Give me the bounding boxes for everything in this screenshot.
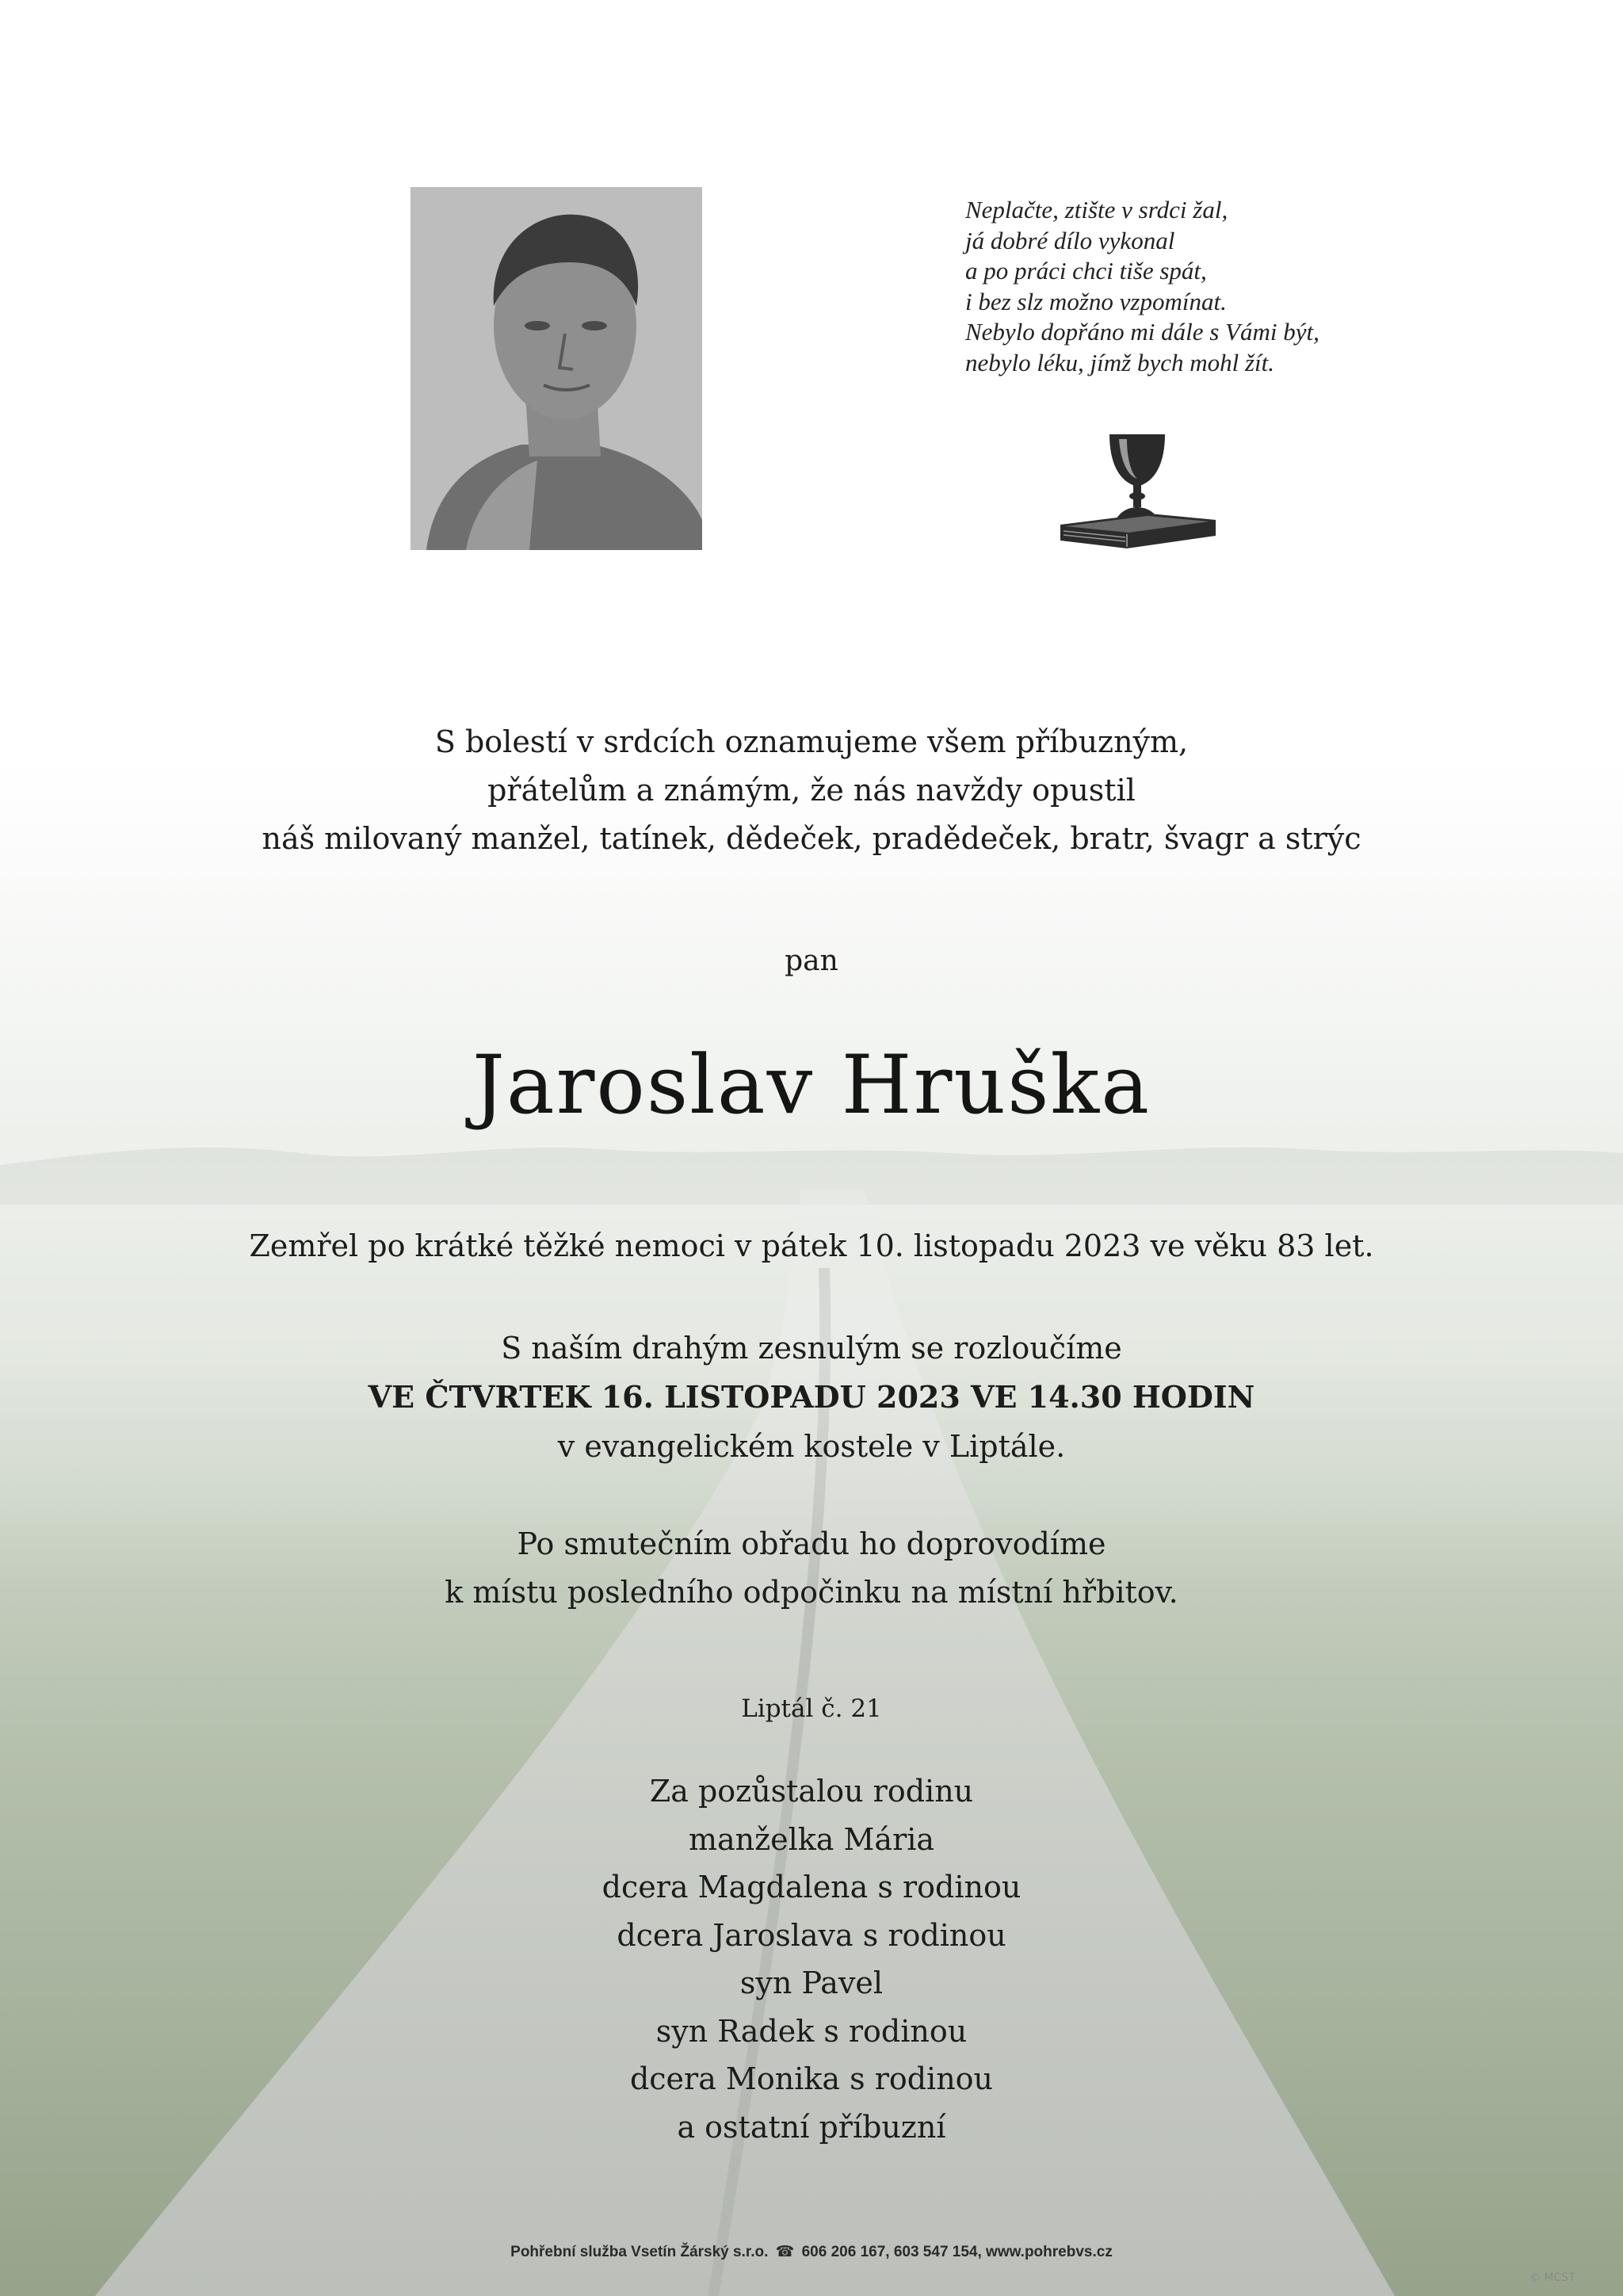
intro-line: přátelům a známým, že nás navždy opustil [487, 773, 1136, 808]
poem-line: Neplačte, ztište v srdci žal, [965, 196, 1228, 223]
funeral-contact: 606 206 167, 603 547 154, www.pohrebvs.cz [801, 2244, 1113, 2260]
honorific: pan [785, 945, 838, 977]
poem-line: a po práci chci tiše spát, [965, 257, 1207, 285]
announcement-intro [0, 718, 1623, 863]
ceremony-place: v evangelickém kostele v Liptále. [557, 1429, 1066, 1464]
poem-line: Nebylo dopřáno mi dále s Vámi být, [965, 318, 1319, 346]
poem-line: i bez slz možno vzpomínat. [965, 287, 1227, 315]
death-notice: Zemřel po krátké těžké nemoci v pátek 10. listopadu 2023 ve věku 83 let. [249, 1228, 1374, 1263]
memorial-poem [965, 195, 1409, 378]
family-line: dcera Monika s rodinou [629, 2061, 994, 2096]
copyright-watermark: © MCST [1529, 2271, 1575, 2284]
burial-notice [0, 1520, 1623, 1617]
ceremony-date: VE ČTVRTEK 16. LISTOPADU 2023 VE 14.30 HODIN [368, 1379, 1255, 1415]
telephone-icon: ☎ [775, 2244, 795, 2260]
funeral-ceremony [0, 1324, 1623, 1471]
family-line: Za pozůstalou rodinu [649, 1774, 974, 1809]
family-line: manželka Mária [688, 1821, 935, 1857]
family-line: a ostatní příbuzní [677, 2109, 946, 2145]
family-line: syn Radek s rodinou [655, 2013, 968, 2049]
funeral-service-footer [0, 2243, 1623, 2261]
burial-line: k místu posledního odpočinku na místní hřbitov. [445, 1575, 1178, 1610]
chalice-and-bible-icon [1054, 431, 1220, 552]
burial-line: Po smutečním obřadu ho doprovodíme [517, 1526, 1106, 1561]
family-address: Liptál č. 21 [741, 1694, 882, 1723]
surviving-family [0, 1767, 1623, 2151]
poem-line: já dobré dílo vykonal [965, 226, 1175, 254]
ceremony-intro: S naším drahým zesnulým se rozloučíme [501, 1331, 1122, 1366]
family-line: dcera Magdalena s rodinou [601, 1870, 1022, 1904]
portrait-photo [411, 187, 702, 550]
poem-line: nebylo léku, jímž bych mohl žít. [965, 348, 1274, 376]
funeral-company: Pohřební služba Vsetín Žárský s.r.o. [510, 2244, 769, 2260]
deceased-name: Jaroslav Hruška [472, 1038, 1151, 1133]
family-line: syn Pavel [739, 1966, 884, 2000]
family-line: dcera Jaroslava s rodinou [617, 1917, 1006, 1953]
intro-line: S bolestí v srdcích oznamujeme všem příbuzným, [434, 724, 1189, 759]
intro-line: náš milovaný manžel, tatínek, dědeček, pradědeček, bratr, švagr a strýc [262, 821, 1361, 856]
